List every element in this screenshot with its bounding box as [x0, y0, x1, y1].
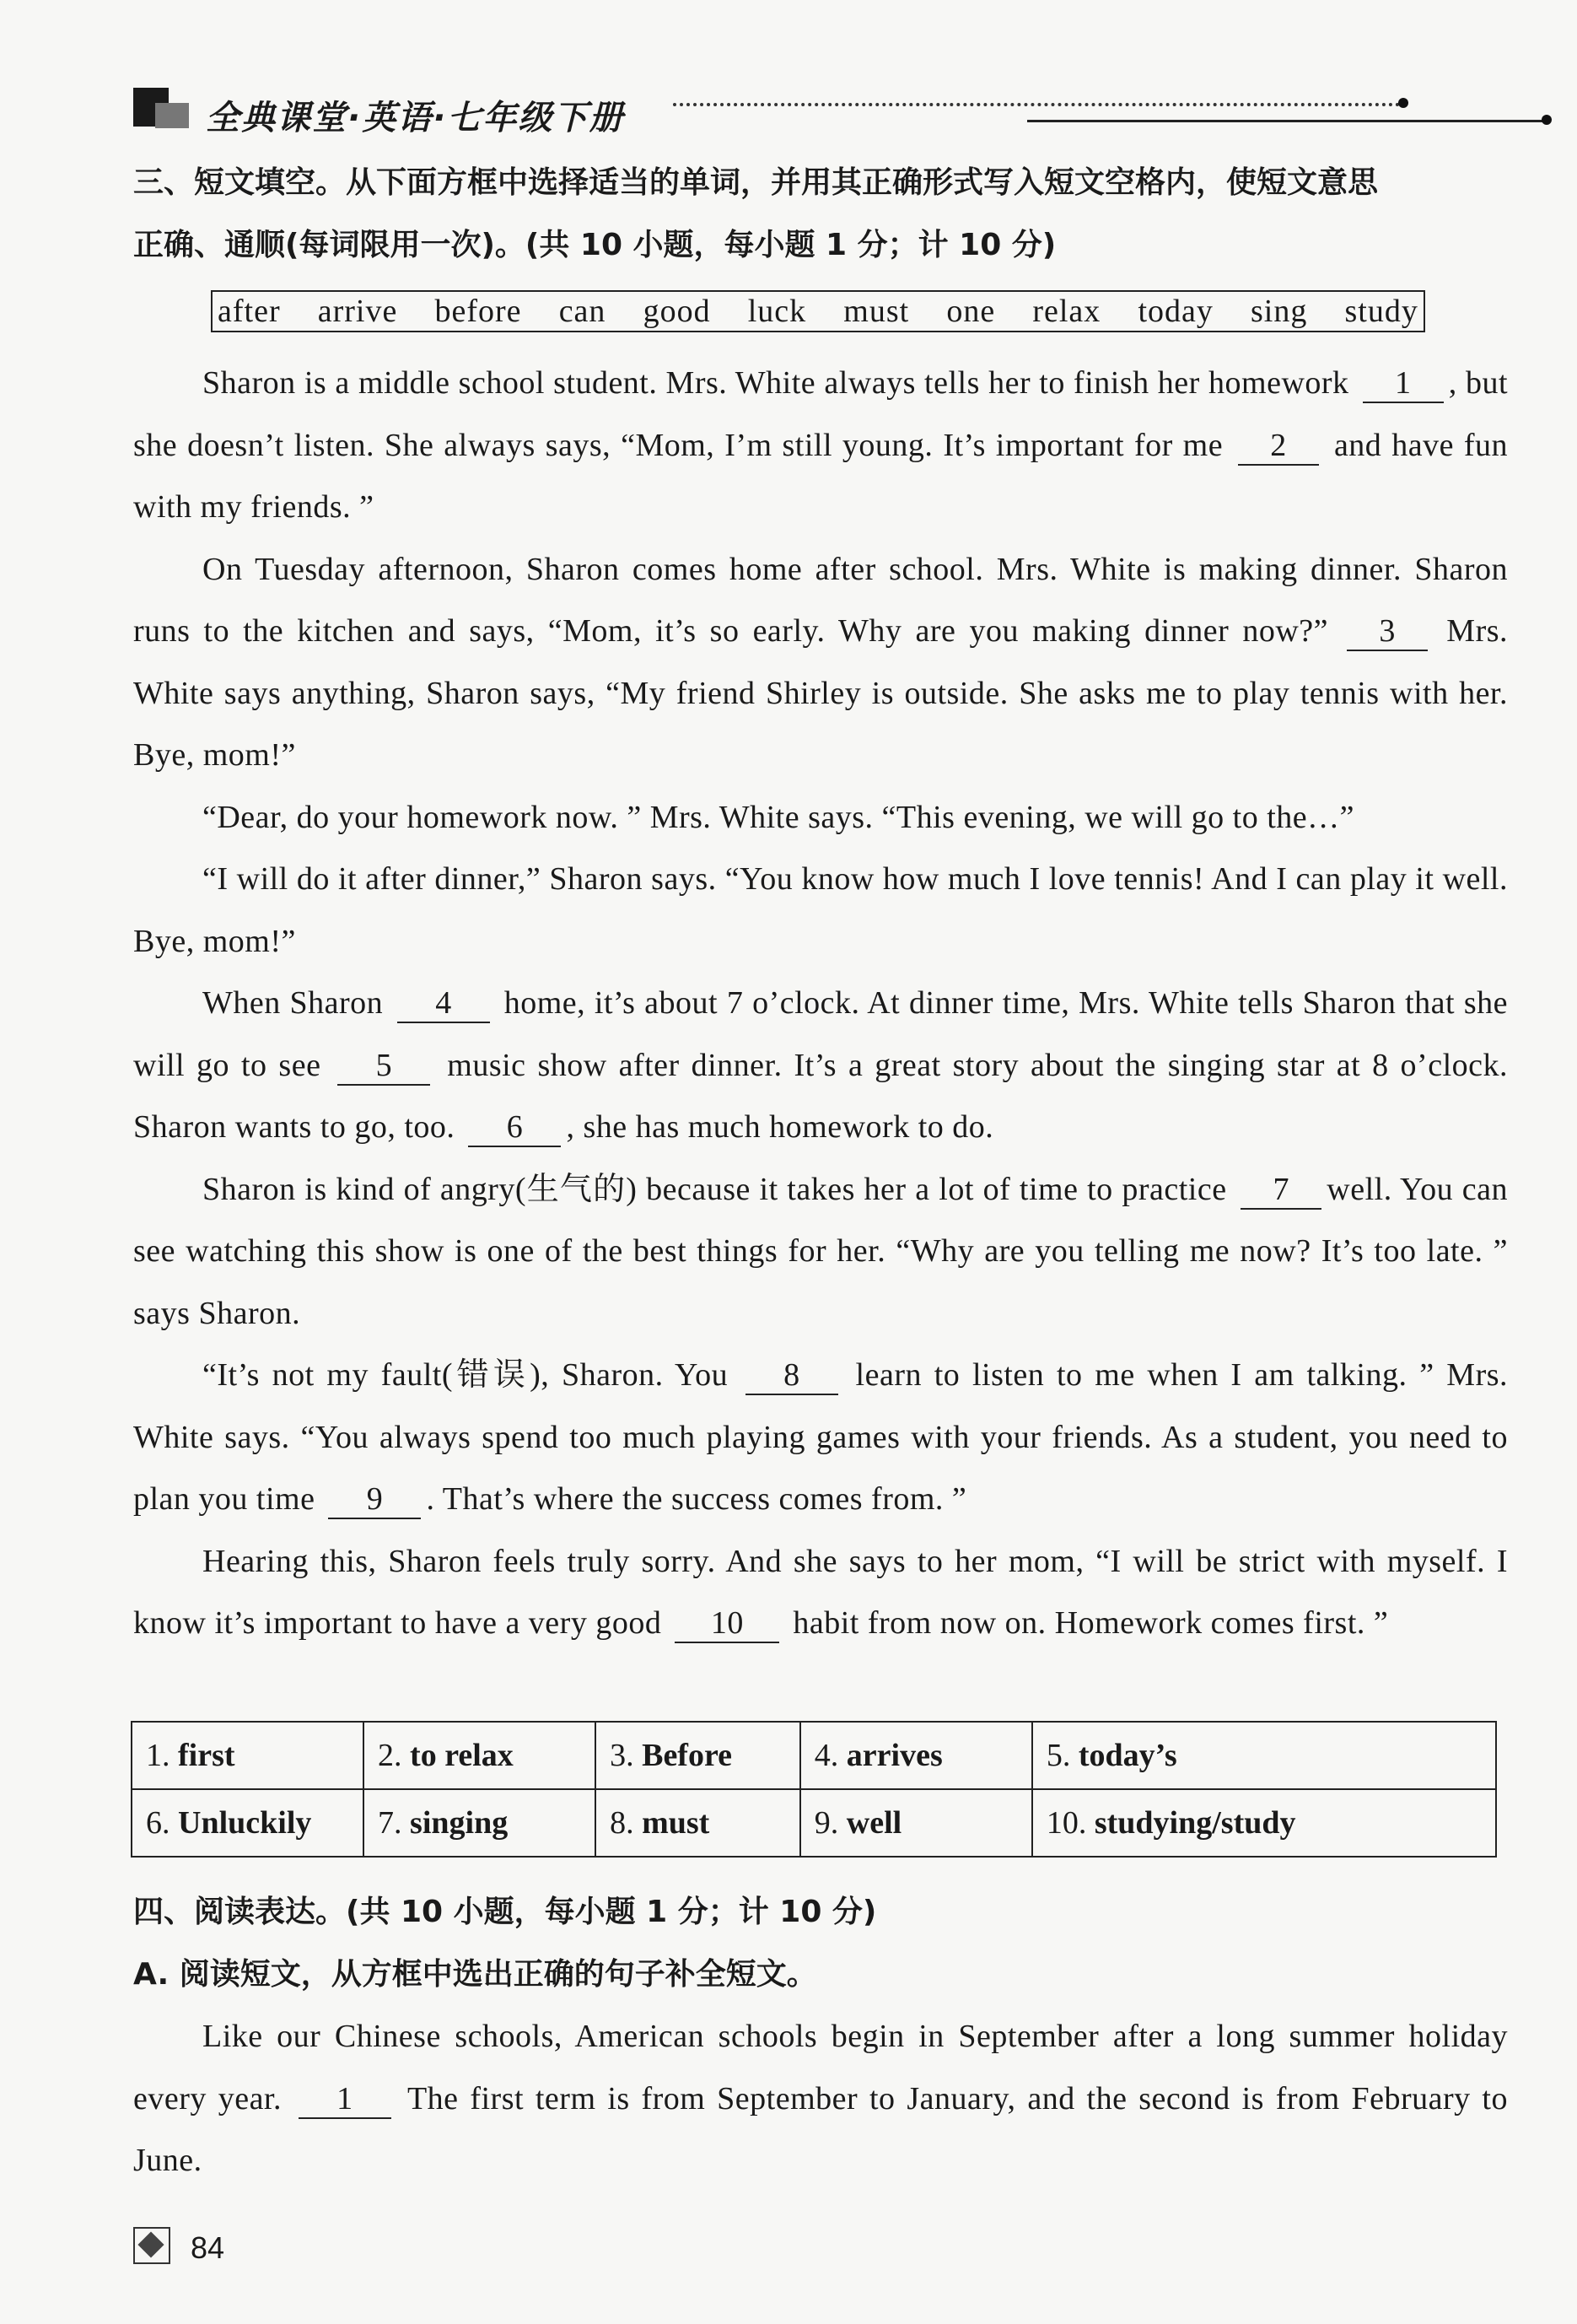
answer-cell: 7. singing [363, 1789, 595, 1857]
paragraph-text: Sharon is kind of angry(生气的) because it takes her a lot of time to practice [202, 1171, 1227, 1207]
answer-cell: 4. arrives [800, 1722, 1032, 1789]
blank: 10 [675, 1604, 779, 1643]
blank: 4 [397, 984, 490, 1023]
header-dotted-line [673, 103, 1407, 106]
section4-subtitle: A. 阅读短文，从方框中选出正确的句子补全短文。 [133, 1957, 817, 1992]
paragraph-text: Hearing this, Sharon feels truly sorry. And she says to her mom, “I will be strict with myself. I know it’s important to have a very good [133, 1543, 1508, 1641]
answer-cell: 3. Before [595, 1722, 800, 1789]
answer-cell: 2. to relax [363, 1722, 595, 1789]
answer-cell: 8. must [595, 1789, 800, 1857]
blank: 7 [1241, 1171, 1321, 1210]
blank: 6 [468, 1108, 561, 1147]
table-row [132, 1722, 1496, 1789]
word-bank-item: relax [1032, 294, 1101, 329]
blank: 9 [328, 1480, 421, 1519]
reading-passage [133, 2006, 1508, 2192]
paragraph-text: , she has much homework to do. [566, 1109, 994, 1145]
book-logo-icon [133, 88, 192, 128]
paragraph-text: Sharon is a middle school student. Mrs. White always tells her to finish her homework [202, 365, 1349, 401]
paragraph-text: learn to listen to me when I am talking. ” Mrs. White says. “You always spend too much playing games with your friends. As a student, you need to plan you time [133, 1357, 1509, 1517]
page-number: 84 [191, 2230, 225, 2265]
header-dot [1542, 115, 1552, 125]
paragraph-text: well. You can see watching this show is one of the best things for her. “Why are you telling me now? It’s too late. ” says Sharon. [133, 1171, 1509, 1331]
section4-header [133, 1881, 1508, 2006]
word-bank-item: sing [1251, 294, 1308, 329]
word-bank-item: after [218, 294, 281, 329]
answer-cell: 9. well [800, 1789, 1032, 1857]
section3-title-line1: 三、短文填空。从下面方框中选择适当的单词，并用其正确形式写入短文空格内，使短文意思 [133, 165, 1379, 200]
paragraph [133, 849, 1508, 973]
paragraph-text: When Sharon [202, 985, 384, 1021]
paragraph [133, 2006, 1508, 2192]
word-bank-item: today [1138, 294, 1214, 329]
paragraph-text: The first term is from September to January, and the second is from February to June. [133, 2080, 1508, 2178]
paragraph-text: , but she doesn’t listen. She always says, “Mom, I’m still young. It’s important for me [133, 365, 1509, 463]
answer-cell: 1. first [132, 1722, 363, 1789]
paragraph-text: home, it’s about 7 o’clock. At dinner time, Mrs. White tells Sharon that she will go to see [133, 985, 1509, 1083]
word-bank [211, 290, 1425, 332]
answer-cell: 6. Unluckily [132, 1789, 363, 1857]
paragraph [133, 1531, 1508, 1655]
paragraph [133, 1159, 1508, 1345]
paragraph [133, 1345, 1508, 1531]
paragraph-text: music show after dinner. It’s a great story about the singing star at 8 o’clock. Sharon wants to go, too. [133, 1047, 1509, 1145]
header-title: 全典课堂·英语·七年级下册 [206, 99, 625, 137]
blank: 5 [337, 1047, 430, 1086]
paragraph [133, 353, 1508, 539]
section4-title: 四、阅读表达。(共 10 小题，每小题 1 分；计 10 分) [133, 1895, 877, 1929]
word-bank-item: study [1344, 294, 1418, 329]
word-bank-item: can [558, 294, 606, 329]
paragraph-text: habit from now on. Homework comes first. ” [793, 1605, 1389, 1641]
word-bank-item: good [643, 294, 711, 329]
paragraph-text: “It’s not my fault(错误), Sharon. You [202, 1357, 729, 1393]
paragraph [133, 787, 1508, 849]
section3-title-line2: 正确、通顺(每词限用一次)。(共 10 小题，每小题 1 分；计 10 分) [133, 228, 1057, 262]
word-bank-item: luck [747, 294, 807, 329]
blank: 8 [745, 1356, 838, 1395]
blank: 2 [1238, 427, 1319, 466]
table-row [132, 1789, 1496, 1857]
section3-instructions [133, 152, 1508, 277]
paragraph-text: “Dear, do your homework now. ” Mrs. White says. “This evening, we will go to the…” [202, 799, 1355, 835]
answer-cell: 5. today’s [1032, 1722, 1496, 1789]
blank: 1 [299, 2080, 391, 2119]
paragraph-text: . That’s where the success comes from. ” [426, 1481, 967, 1517]
paragraph-text: Like our Chinese schools, American schools begin in September after a long summer holiday every year. [133, 2019, 1508, 2116]
paragraph [133, 539, 1508, 787]
word-bank-item: one [946, 294, 996, 329]
answer-table [131, 1721, 1497, 1858]
word-bank-item: arrive [317, 294, 398, 329]
diamond-icon [133, 2227, 170, 2264]
cloze-passage [133, 353, 1508, 1655]
paragraph-text: Mrs. White says anything, Sharon says, “My friend Shirley is outside. She asks me to play tennis with her. Bye, mom!” [133, 613, 1509, 773]
paragraph-text: and have fun with my friends. ” [133, 427, 1509, 525]
paragraph-text: On Tuesday afternoon, Sharon comes home after school. Mrs. White is making dinner. Sharon runs to the kitchen and says, “Mom, it’s so early. Why are you making dinner now?” [133, 551, 1508, 649]
header-dot [1398, 98, 1408, 108]
blank: 1 [1363, 364, 1444, 403]
word-bank-item: must [843, 294, 910, 329]
header-solid-line [1027, 120, 1550, 122]
page-header [133, 84, 1432, 135]
paragraph [133, 973, 1508, 1159]
paragraph-text: “I will do it after dinner,” Sharon says. “You know how much I love tennis! And I can play it well. Bye, mom!” [133, 861, 1508, 959]
word-bank-item: before [434, 294, 522, 329]
answer-cell: 10. studying/study [1032, 1789, 1496, 1857]
blank: 3 [1347, 612, 1428, 651]
